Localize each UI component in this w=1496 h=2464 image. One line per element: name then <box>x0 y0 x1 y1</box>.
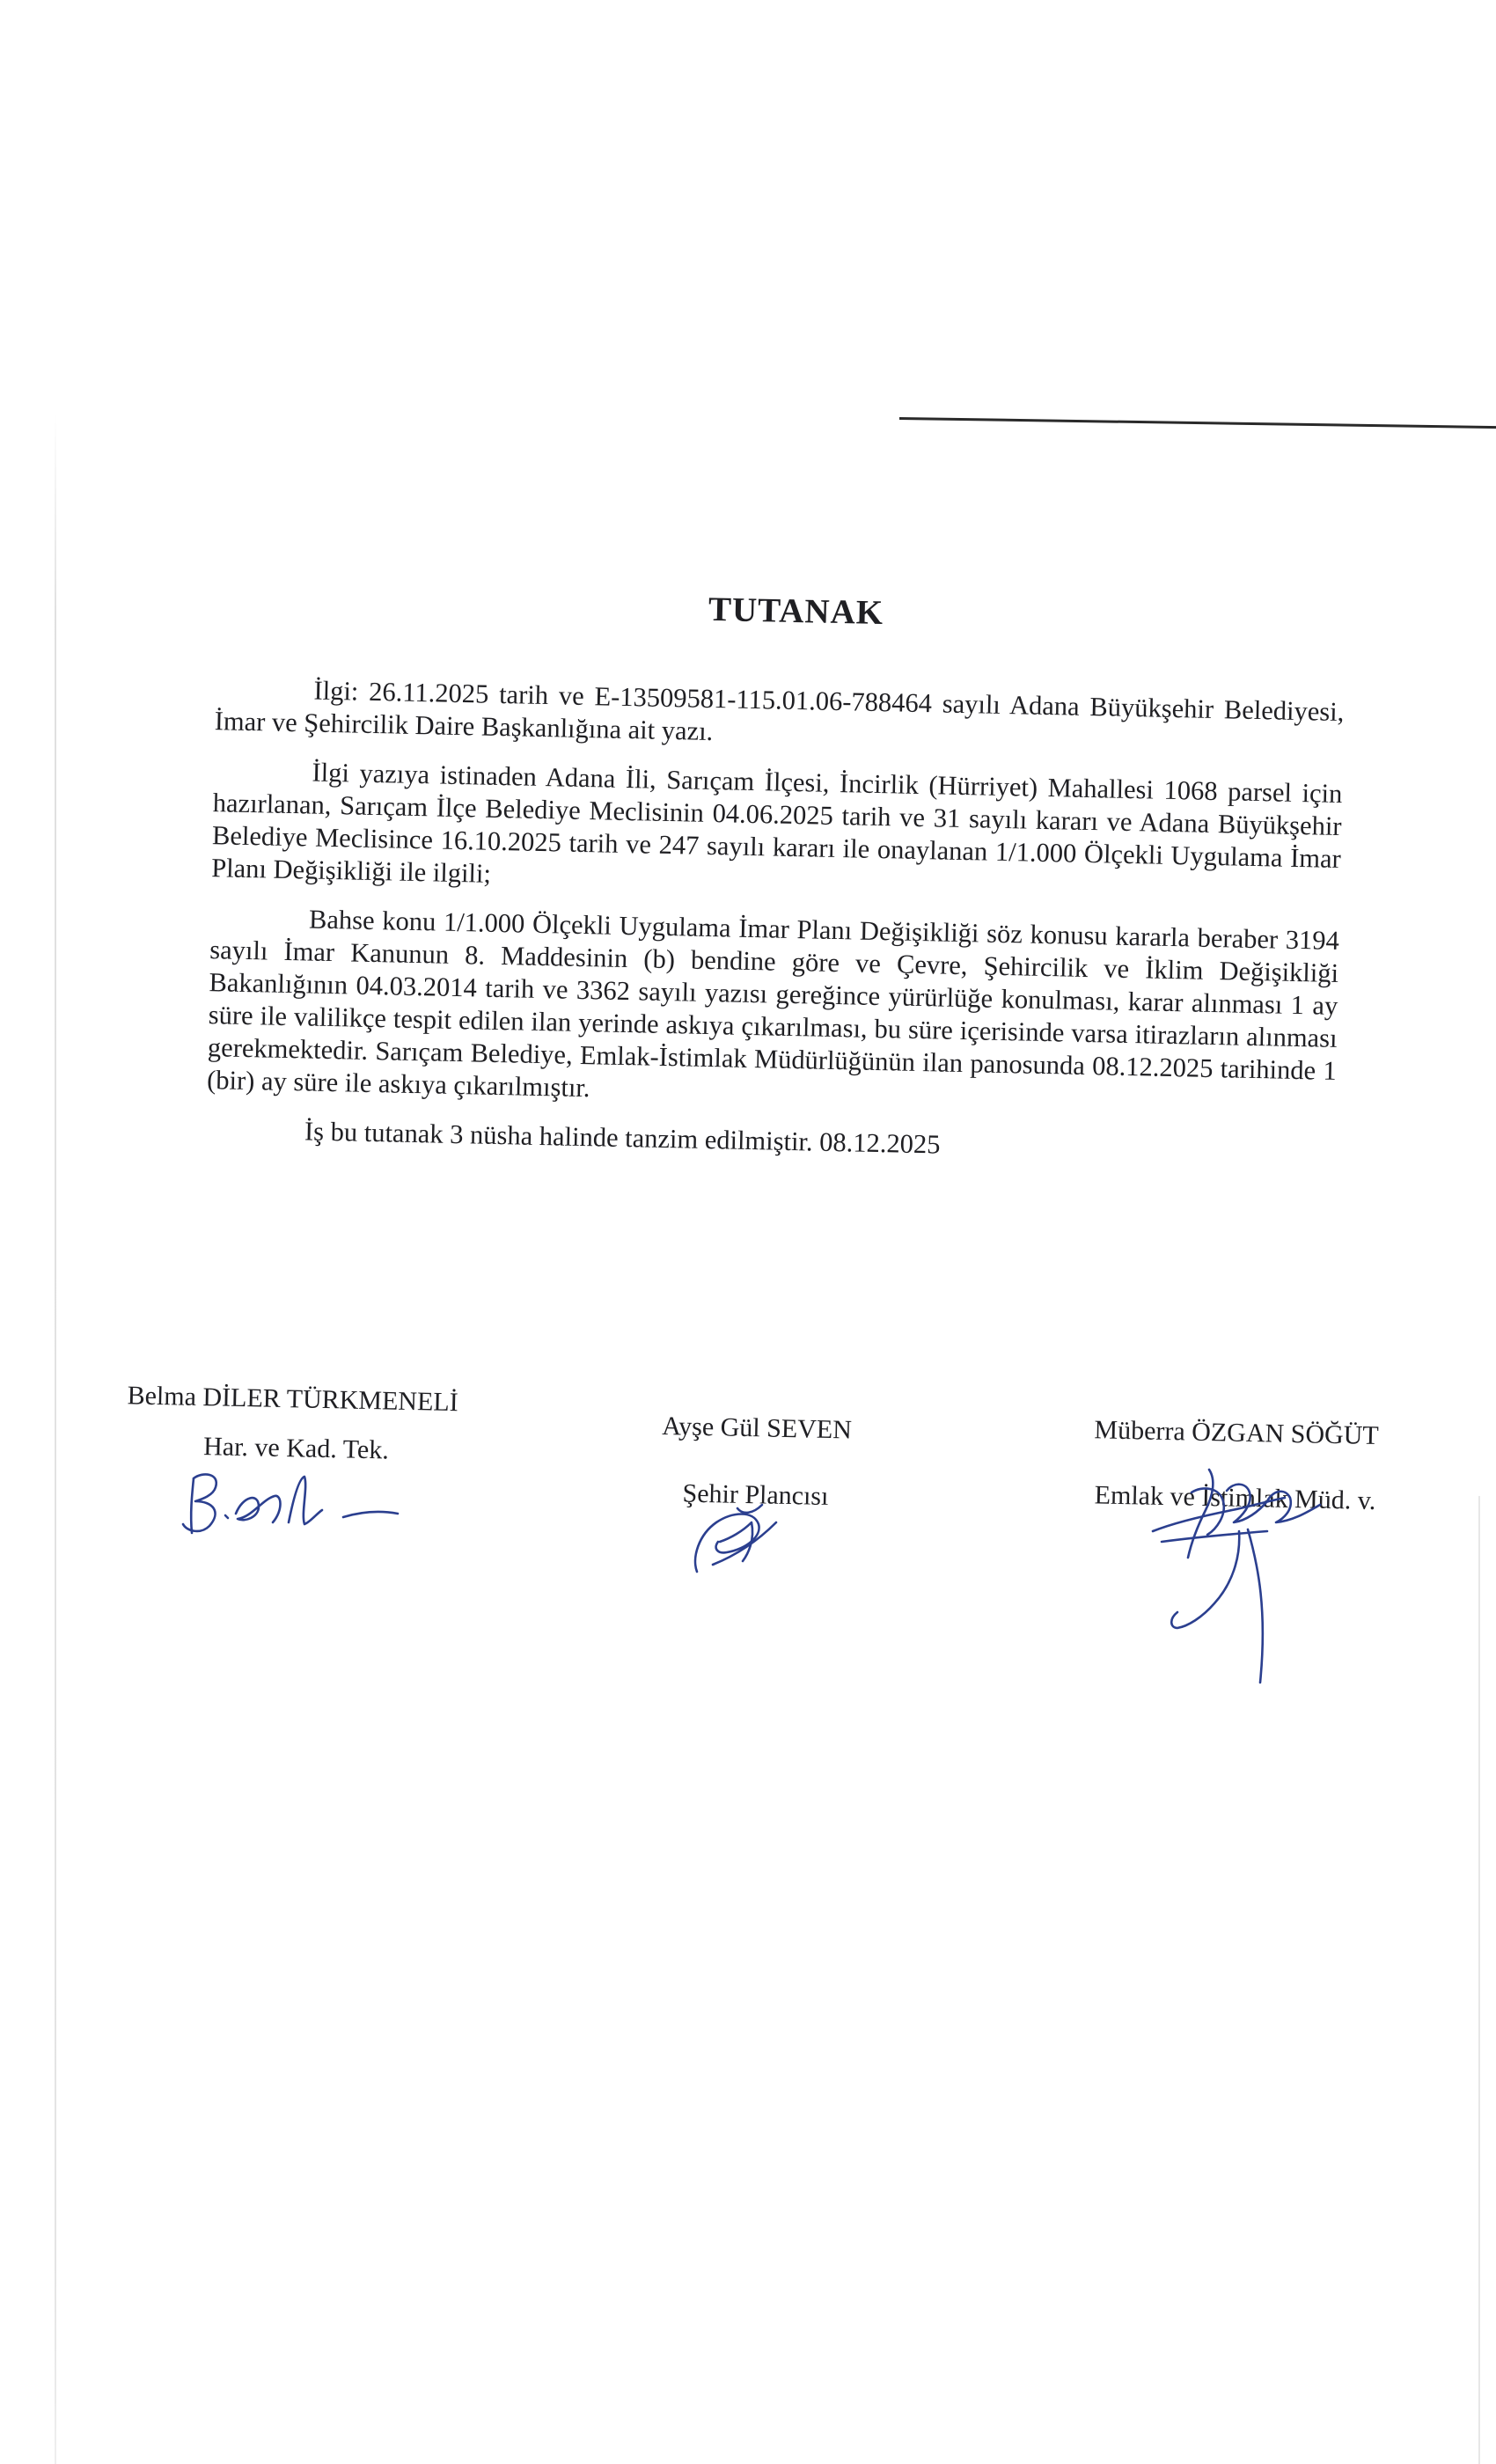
subject-paragraph: İlgi yazıya istinaden Adana İli, Sarıçam İlçesi, İncirlik (Hürriyet) Mahallesi 1068 parsel için hazırlanan, Sarıçam İlçe Belediye Meclisinin 04.06.2025 tarih ve 31 sayılı kararı ve Adana Büyükşehir Belediye Meclisince 16.10.2025 tarih ve 247 sayılı kararı ile onaylanan 1/1.000 Ölçekli Uygulama İmar Planı Değişikliği ile ilgili; <box>210 757 1343 889</box>
document-title: TUTANAK <box>708 590 884 633</box>
signatory-block-2 <box>623 1408 889 1515</box>
document-body <box>205 672 1344 1186</box>
closing-paragraph: İş bu tutanak 3 nüsha halinde tanzim edilmiştir. 08.12.2025 <box>304 1116 941 1160</box>
signatory-block-3 <box>1045 1412 1426 1520</box>
signatory-title: Şehir Plancısı <box>682 1478 829 1511</box>
signatory-block-1 <box>89 1377 495 1470</box>
signatory-name: Belma DİLER TÜRKMENELİ <box>127 1381 459 1418</box>
signatory-title: Har. ve Kad. Tek. <box>202 1432 390 1465</box>
signatory-title: Emlak ve İstimlak Müd. v. <box>1094 1480 1376 1516</box>
announcement-paragraph: Bahse konu 1/1.000 Ölçekli Uygulama İmar Planı Değişikliği söz konusu kararla beraber 3194 sayılı İmar Kanunun 8. Maddesinin (b) bendine göre ve Çevre, Şehircilik ve İklim Değişikliği Bakanlığının 04.03.2014 tarih ve 3362 sayılı yazısı gereğince yürürlüğe konulması, karar alınması 1 ay süre ile valilikçe tespit edilen ilan yerinde askıya çıkarılması, bu süre içerisinde varsa itirazların alınması gerekmektedir. Sarıçam Belediye, Emlak-İstimlak Müdürlüğünün ilan panosunda 08.12.2025 tarihinde 1 (bir) ay süre ile askıya çıkarılmıştır. <box>206 904 1340 1104</box>
reference-paragraph: İlgi: 26.11.2025 tarih ve E-13509581-115.01.06-788464 sayılı Adana Büyükşehir Belediyesi, İmar ve Şehircilik Daire Başkanlığına ait yazı. <box>214 675 1345 747</box>
signatory-name: Müberra ÖZGAN SÖĞÜT <box>1094 1415 1380 1451</box>
signatory-name: Ayşe Gül SEVEN <box>661 1412 853 1445</box>
